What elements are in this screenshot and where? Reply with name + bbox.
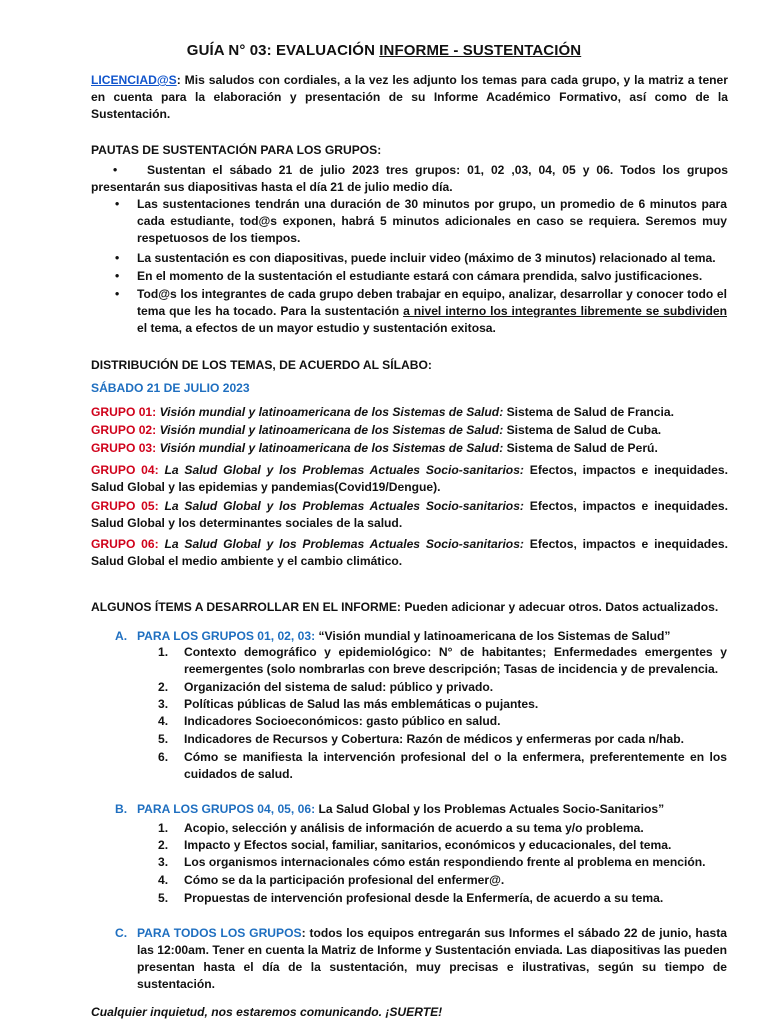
bullet-icon: • [115, 197, 120, 211]
distribucion-date: SÁBADO 21 DE JULIO 2023 [91, 381, 250, 395]
list-item: Los organismos internacionales cómo están respondiendo frente al problema en mención. [184, 855, 706, 869]
intro-paragraph: LICENCIAD@S: Mis saludos con cordiales, a la vez les adjunto los temas para cada grupo, y la matriz a tener en cuenta para la elaboración y presentación de su Informe Académico Formativo, así como de la Sustentación. [91, 73, 728, 121]
group-row: GRUPO 05: La Salud Global y los Problemas Actuales Socio-sanitarios: Efectos, impactos e inequidades. Salud Global y los determinantes sociales de la salud. [91, 499, 728, 530]
list-number: 1. [158, 821, 169, 835]
list-number: 4. [158, 873, 169, 887]
bullet-icon: • [115, 269, 120, 283]
section-a-letter: A. [115, 629, 128, 643]
bullet-icon: • [115, 287, 120, 301]
list-number: 6. [158, 750, 169, 764]
distribucion-heading: DISTRIBUCIÓN DE LOS TEMAS, DE ACUERDO AL SÍLABO: [91, 358, 432, 372]
list-number: 3. [158, 855, 169, 869]
group-row: GRUPO 02: Visión mundial y latinoamericana de los Sistemas de Salud: Sistema de Salud de Cuba. [91, 423, 662, 437]
list-item: Políticas públicas de Salud las más emblemáticas o pujantes. [184, 697, 539, 711]
group-row: GRUPO 03: Visión mundial y latinoamericana de los Sistemas de Salud: Sistema de Salud de Perú. [91, 441, 658, 455]
bullet-icon: • [115, 251, 120, 265]
group-row: GRUPO 01: Visión mundial y latinoamericana de los Sistemas de Salud: Sistema de Salud de Francia. [91, 405, 674, 419]
list-item: Impacto y Efectos social, familiar, sanitarios, económicos y educacionales, del tema. [184, 838, 672, 852]
pautas-item-5: Tod@s los integrantes de cada grupo deben trabajar en equipo, analizar, desarrollar y conocer todo el tema que les ha tocado. Para la sustentación a nivel interno los integrantes libremente se subdividen el tema, a efectos de un mayor estudio y sustentación exitosa. [137, 287, 727, 335]
section-c-letter: C. [115, 926, 128, 940]
closing-note: Cualquier inquietud, nos estaremos comunicando. ¡SUERTE! [91, 1005, 443, 1019]
list-number: 4. [158, 714, 169, 728]
group-row: GRUPO 04: La Salud Global y los Problemas Actuales Socio-sanitarios: Efectos, impactos e inequidades. Salud Global y las epidemias y pandemias(Covid19/Dengue). [91, 463, 728, 494]
document-title: GUÍA N° 03: EVALUACIÓN INFORME - SUSTENTACIÓN [186, 42, 582, 59]
list-item: Cómo se da la participación profesional del enfermer@. [184, 873, 505, 887]
section-b-letter: B. [115, 802, 128, 816]
pautas-heading: PAUTAS DE SUSTENTACIÓN PARA LOS GRUPOS: [91, 143, 382, 157]
pautas-item-4: En el momento de la sustentación el estudiante estará con cámara prendida, salvo justificaciones. [137, 269, 703, 283]
list-number: 2. [158, 838, 169, 852]
pautas-item-2: Las sustentaciones tendrán una duración de 30 minutos por grupo, un promedio de 6 minutos para cada estudiante, tod@s exponen, habrá 5 minutos adicionales en caso se requiera. Seremos muy respetuosos de los tiempos. [137, 197, 727, 245]
bullet-icon: • [113, 163, 118, 177]
list-number: 5. [158, 891, 169, 905]
items-heading: ALGUNOS ÍTEMS A DESARROLLAR EN EL INFORME: Pueden adicionar y adecuar otros. Datos actualizados. [91, 600, 719, 614]
list-item: Indicadores Socioeconómicos: gasto público en salud. [184, 714, 501, 728]
list-item: Organización del sistema de salud: público y privado. [184, 680, 494, 694]
pautas-item-1: • Sustentan el sábado 21 de julio 2023 tres grupos: 01, 02 ,03, 04, 05 y 06. Todos los grupos presentarán sus diapositivas hasta el día 21 de julio medio día. [91, 163, 728, 194]
list-number: 3. [158, 697, 169, 711]
list-number: 2. [158, 680, 169, 694]
list-number: 1. [158, 645, 169, 659]
section-a-heading: PARA LOS GRUPOS 01, 02, 03: “Visión mundial y latinoamericana de los Sistemas de Salud” [137, 629, 671, 643]
list-item: Cómo se manifiesta la intervención profesional del o la enfermera, preferentemente en los cuidados de salud. [184, 750, 727, 781]
list-item: Propuestas de intervención profesional desde la Enfermería, de acuerdo a su tema. [184, 891, 664, 905]
list-item: Contexto demográfico y epidemiológico: N° de habitantes; Enfermedades emergentes y reemergentes (solo nombrarlas con breve descripción; Tasas de incidencia y de prevalencia. [184, 645, 727, 676]
addressee-link[interactable]: LICENCIAD@S [91, 73, 177, 87]
pautas-item-3: La sustentación es con diapositivas, puede incluir video (máximo de 3 minutos) relacionado al tema. [137, 251, 716, 265]
group-row: GRUPO 06: La Salud Global y los Problemas Actuales Socio-sanitarios: Efectos, impactos e inequidades. Salud Global el medio ambiente y el cambio climático. [91, 537, 728, 568]
section-b-heading: PARA LOS GRUPOS 04, 05, 06: La Salud Global y los Problemas Actuales Socio-Sanitarios” [137, 802, 665, 816]
list-item: Acopio, selección y análisis de información de acuerdo a su tema y/o problema. [184, 821, 644, 835]
list-number: 5. [158, 732, 169, 746]
section-c-paragraph: PARA TODOS LOS GRUPOS: todos los equipos entregarán sus Informes el sábado 22 de junio, hasta las 12:00am. Tener en cuenta la Matriz de Informe y Sustentación enviada. Las diapositivas las pueden presentan hasta el día de la sustentación, muy precisas e ilustrativas, según su tiempo de sustentación. [137, 926, 727, 991]
list-item: Indicadores de Recursos y Cobertura: Razón de médicos y enfermeras por cada n/hab. [184, 732, 685, 746]
